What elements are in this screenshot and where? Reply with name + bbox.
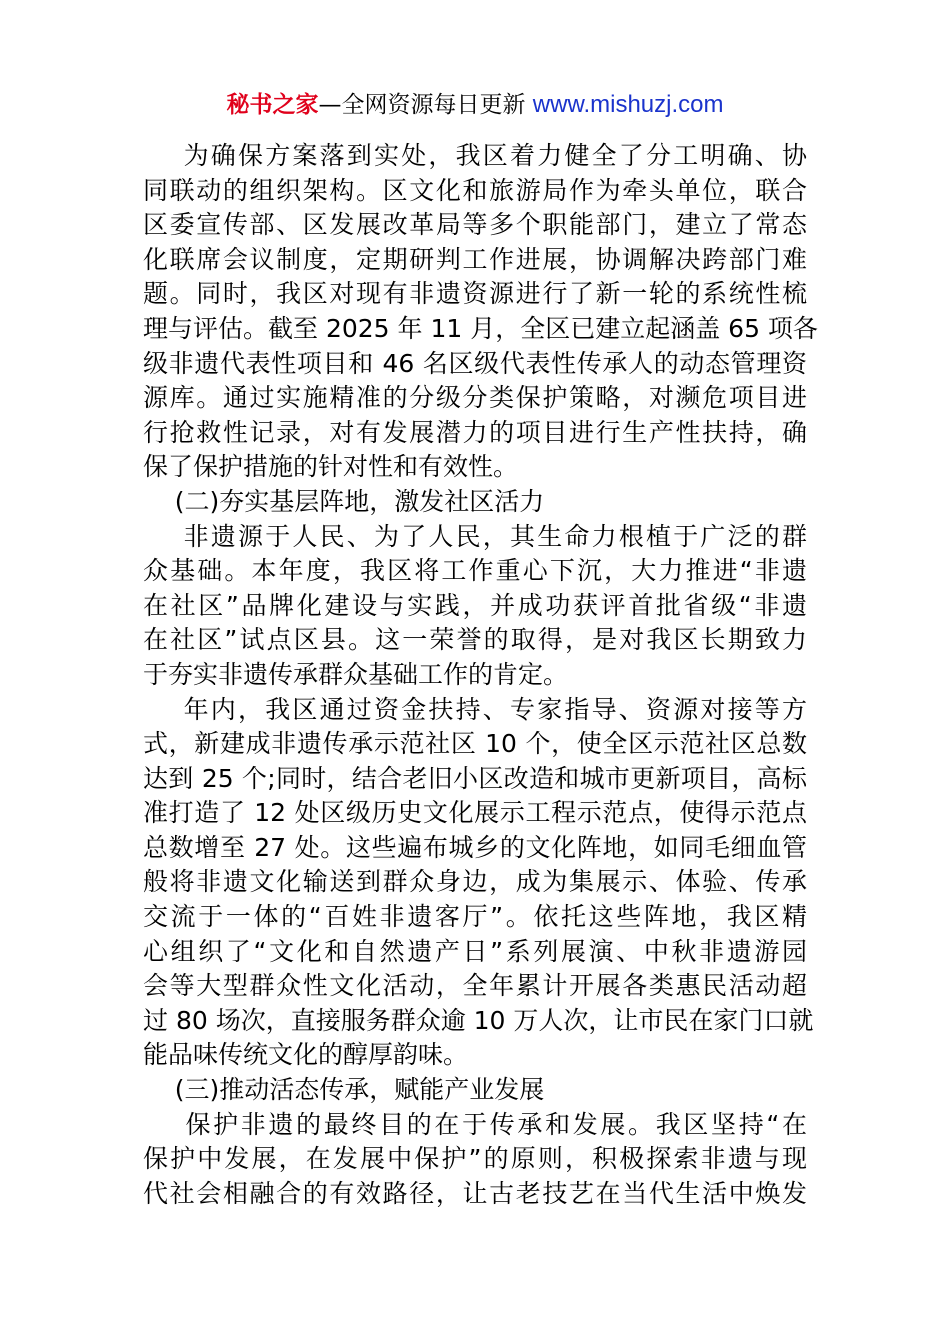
text-line: 交流于一体的“百姓非遗客厅”。依托这些阵地，我区精 (143, 902, 807, 932)
text-line: 非遗源于人民、为了人民，其生命力根植于广泛的群 (143, 521, 807, 551)
page-header (0, 88, 950, 122)
text-line: 行抢救性记录，对有发展潜力的项目进行生产性扶持，确 (143, 417, 807, 447)
text-line: 于夯实非遗传承群众基础工作的肯定。 (143, 659, 569, 689)
text-line: 会等大型群众性文化活动，全年累计开展各类惠民活动超 (143, 971, 807, 1001)
text-line: 源库。通过实施精准的分级分类保护策略，对濒危项目进 (143, 383, 807, 413)
text-line: 心组织了“文化和自然遗产日”系列展演、中秋非遗游园 (143, 936, 807, 966)
text-line: 化联席会议制度，定期研判工作进展，协调解决跨部门难 (143, 244, 807, 274)
text-line: 在社区”试点区县。这一荣誉的取得，是对我区长期致力 (143, 625, 807, 655)
document-body (143, 139, 818, 1211)
header-tagline: —全网资源每日更新 (318, 92, 526, 118)
text-line: 保了保护措施的针对性和有效性。 (143, 452, 519, 482)
brand-name: 秘书之家 (226, 92, 319, 118)
text-line: 在社区”品牌化建设与实践，并成功获评首批省级“非遗 (143, 590, 807, 620)
text-line: 过 80 场次，直接服务群众逾 10 万人次，让市民在家门口就 (143, 1005, 814, 1035)
text-line: 同联动的组织架构。区文化和旅游局作为牵头单位，联合 (143, 175, 807, 205)
text-line: 总数增至 27 处。这些遍布城乡的文化阵地，如同毛细血管 (143, 832, 807, 862)
text-line: 般将非遗文化输送到群众身边，成为集展示、体验、传承 (143, 867, 807, 897)
text-line: 为确保方案落到实处，我区着力健全了分工明确、协 (143, 141, 807, 170)
text-line: 保护非遗的最终目的在于传承和发展。我区坚持“在 (143, 1109, 807, 1139)
website-link[interactable]: www.mishuzj.com (532, 91, 724, 118)
text-line: 题。同时，我区对现有非遗资源进行了新一轮的系统性梳 (143, 279, 807, 309)
text-line: (三)推动活态传承，赋能产业发展 (143, 1075, 545, 1105)
text-line: 理与评估。截至 2025 年 11 月，全区已建立起涵盖 65 项各 (143, 313, 818, 343)
text-line: 能品味传统文化的醇厚韵味。 (143, 1040, 469, 1070)
text-line: 保护中发展，在发展中保护”的原则，积极探索非遗与现 (143, 1144, 807, 1174)
text-line: 区委宣传部、区发展改革局等多个职能部门，建立了常态 (143, 210, 807, 240)
text-line: 众基础。本年度，我区将工作重心下沉，大力推进“非遗 (143, 556, 807, 586)
text-line: 级非遗代表性项目和 46 名区级代表性传承人的动态管理资 (143, 348, 807, 378)
text-line: (二)夯实基层阵地，激发社区活力 (143, 486, 545, 516)
text-line: 达到 25 个;同时，结合老旧小区改造和城市更新项目，高标 (143, 763, 807, 793)
text-line: 准打造了 12 处区级历史文化展示工程示范点，使得示范点 (143, 798, 807, 828)
text-line: 代社会相融合的有效路径，让古老技艺在当代生活中焕发 (143, 1178, 807, 1208)
text-line: 年内，我区通过资金扶持、专家指导、资源对接等方 (143, 694, 807, 724)
text-line: 式，新建成非遗传承示范社区 10 个，使全区示范社区总数 (143, 729, 807, 759)
